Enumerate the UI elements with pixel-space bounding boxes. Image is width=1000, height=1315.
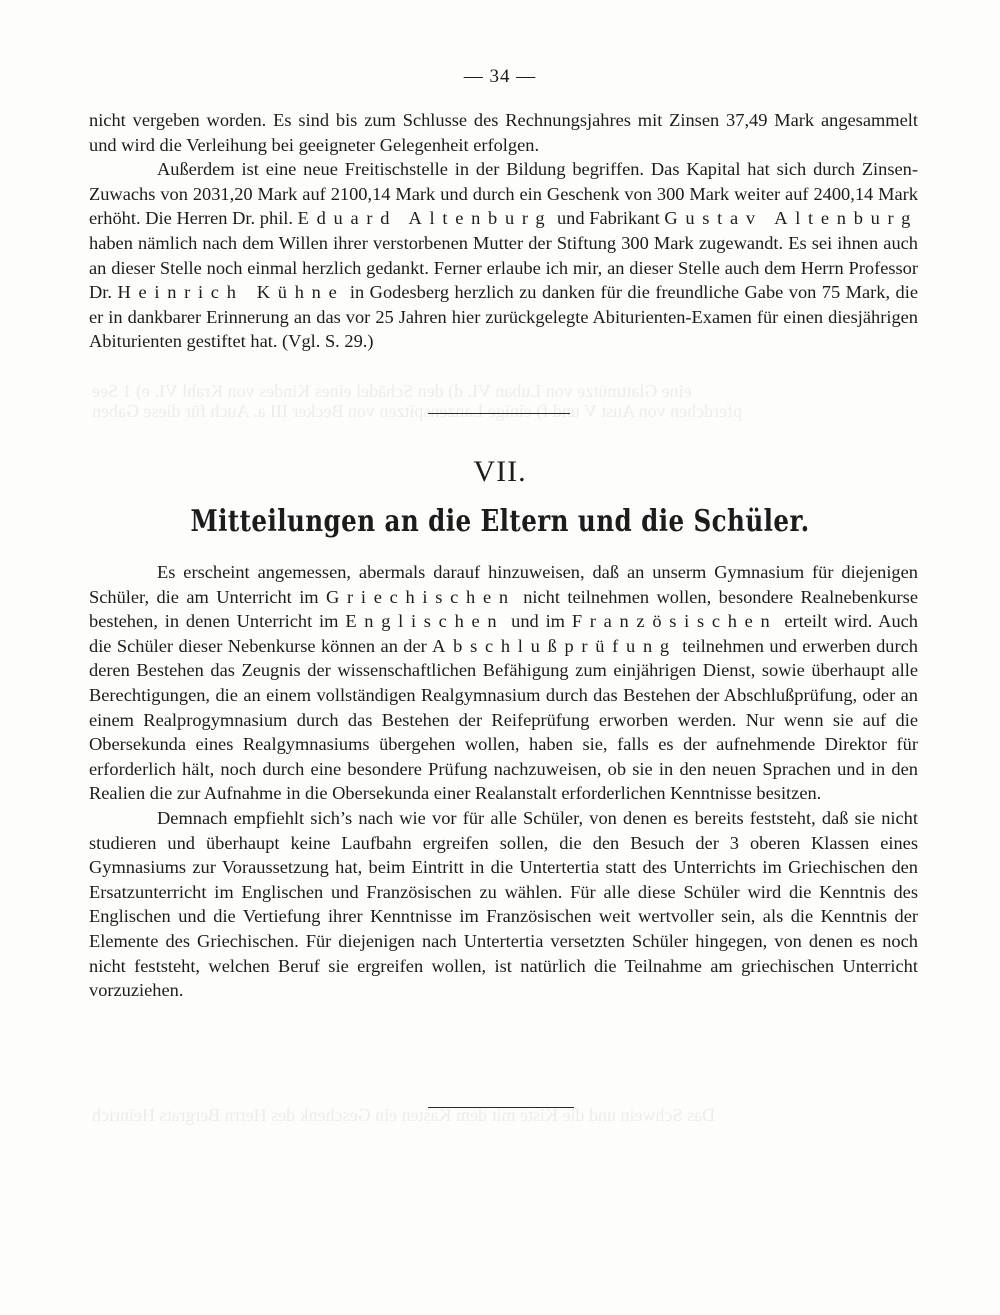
person-name: Heinrich Kühne [117,282,345,303]
text-run: Außerdem ist eine neue Freitischstelle in der Bildung begriffen. Das Kapital hat sich durch Zinsen-Zuwachs von 2031,20 Mark auf 2100,14 Mark und durch ein Geschenk von 300 Mark weiter auf 2400,14 Mark erhöht. Die Herren Dr. phil. [89,159,918,229]
person-name: Gustav Altenburg [664,208,918,229]
bleed-through-text: eine Glattmütze von Luban VI. d) den Schädel eines Kindes von Krahl VI. e) 1 See [92,381,692,401]
section-number: VII. [473,455,527,488]
paragraph-realnebenkurse [89,560,918,806]
section-divider [428,413,570,414]
text-run: haben nämlich nach dem Willen ihrer verstorbenen Mutter der Stiftung 300 Mark zugewandt. Es sei ihnen auch an dieser Stelle noch einmal herzlich gedankt. Ferner erlaube ich mir, an dieser Stelle auch dem Herrn Professor Dr. [89,232,918,303]
text-run: und im [504,611,572,632]
section-title: Mitteilungen an die Eltern und die Schüler. [190,504,810,539]
page-number: — 34 — [463,66,537,87]
text-run: in Godesberg herzlich zu danken für die freundliche Gabe von 75 Mark, die er in dankbarer Erinnerung an das vor 25 Jahren hier zurückgelegte Abiturienten-Examen für einen diesjährigen Abiturienten gestiftet hat. (Vgl. S. 29.) [89,282,918,352]
emphasized-term: Französischen [571,611,778,632]
person-name: Eduard Altenburg [297,208,553,229]
paragraph-empfehlung: Demnach empfiehlt sich’s nach wie vor für alle Schüler, von denen es bereits feststeht, daß sie nicht studieren und überhaupt keine Laufbahn ergreifen sollen, die den Besuch der 3 oberen Klassen eines Gymnasiums zur Voraussetzung hat, beim Eintritt in die Untertertia statt des Unterrichts im Griechischen den Ersatzunterricht im Englischen und Französischen zu wählen. Für alle diese Schüler wird die Kenntnis des Englischen und die Vertiefung ihrer Kenntnisse im Französischen weit wertvoller sein, als die Kenntnis der Elemente des Griechischen. Für diejenigen nach Untertertia versetzten Schüler hingegen, von denen es noch nicht feststeht, welchen Beruf sie ergreifen wollen, ist natürlich die Teilnahme am griechischen Unterricht vorzuziehen. [89,807,918,1001]
emphasized-term: Griechischen [326,586,516,607]
bleed-through-text: pferdchen von Aust V und f) einige Lanzenspitzen von Becker III a. Auch für diese Gaben [92,401,743,421]
bleed-through-text: Das Schwein und die Kiste mit dem Kasten ein Geschenk des Herrn Bergrats Heinrich [92,1105,716,1125]
emphasized-term: Abschlußprüfung [432,635,677,656]
paragraph-closing: nicht vergeben worden. Es sind bis zum Schlusse des Rechnungsjahres mit Zinsen 37,49 Mark angesammelt und wird die Verleihung bei geeigneter Gelegenheit erfolgen. [89,110,918,155]
text-run: teilnehmen und erwerben durch deren Bestehen das Zeugnis der wissenschaftlichen Befähigung zum einjährigen Dienst, sowie überhaupt alle Berechtigungen, die an einem vollständigen Realgymnasium durch das Bestehen der Abschlußprüfung, oder an einem Realprogymnasium durch das Bestehen der Reifeprüfung erworben werden. Nur wenn sie auf die Obersekunda eines Realgymnasiums übergehen wollen, haben sie, falls es der aufnehmende Direktor für erforderlich hält, noch durch eine besondere Prüfung nachzuweisen, ob sie in den neuen Sprachen und in den Realien die zur Aufnahme in die Obersekunda einer Realanstalt erforderlichen Kenntnisse besitzen. [89,635,918,804]
emphasized-term: Englischen [345,611,505,632]
paragraph-freitisch [89,157,918,354]
text-run: erteilt wird. Auch die Schüler dieser Nebenkurse können an der [89,611,918,656]
text-run: und Fabrikant [552,208,665,229]
text-run: nicht teilnehmen wollen, besondere Realnebenkurse bestehen, in denen Unterricht im [89,586,918,632]
end-divider [428,1107,574,1108]
bottom-text-block [89,560,918,1003]
text-run: Es erscheint angemessen, abermals darauf hinzuweisen, daß an unserm Gymnasium für diejenigen Schüler, die am Unterricht im [89,562,918,607]
top-text-block [89,108,918,354]
